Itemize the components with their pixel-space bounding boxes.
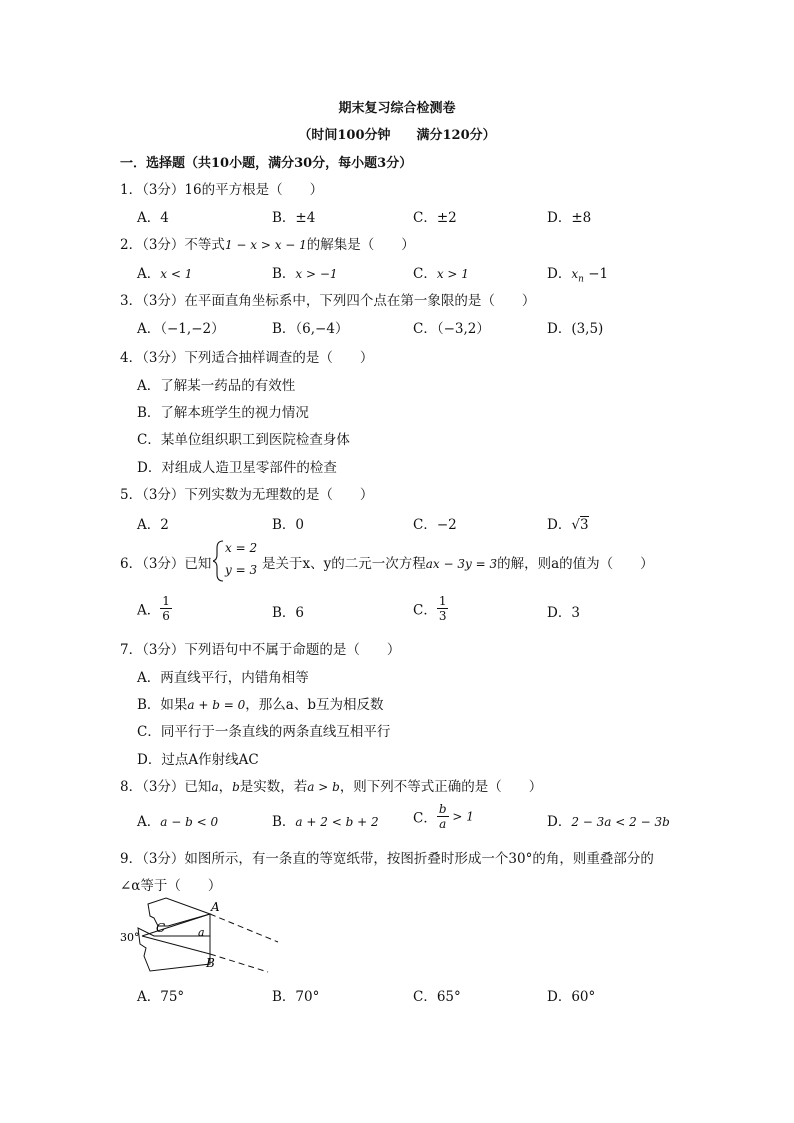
q6-a-numerator: 1	[162, 594, 170, 608]
q2-a-label: A．	[137, 266, 161, 282]
q6-option-d[interactable]: D．3	[547, 605, 580, 621]
q9-option-a[interactable]: A．75°	[137, 989, 185, 1005]
q2-d-subscript: n	[578, 274, 584, 285]
q2-expression: 1 − x > x − 1	[224, 238, 307, 252]
q8-c-numerator: b	[438, 802, 447, 816]
q2-c-label: C．	[413, 266, 437, 282]
q7-option-c[interactable]: C．同平行于一条直线的两条直线互相平行	[137, 724, 391, 740]
q8-option-b[interactable]	[272, 810, 379, 830]
q3-option-c[interactable]: C．（−3,2）	[413, 321, 490, 337]
q5-d-label: D．	[547, 517, 572, 533]
q8-option-a[interactable]	[137, 810, 218, 830]
question-4-stem: 4．（3分）下列适合抽样调查的是（ ）	[120, 350, 374, 366]
q2-d-tail: −1	[583, 266, 609, 282]
label-c: C	[156, 921, 166, 935]
q6-a-denominator: 6	[162, 609, 170, 623]
q2-prefix: 2．（3分）不等式	[120, 237, 225, 253]
q1-option-c[interactable]: C．±2	[413, 210, 457, 226]
q2-b-math: x > −1	[295, 267, 338, 281]
q8-condition: a > b	[307, 780, 340, 794]
q1-option-b[interactable]: B．±4	[272, 210, 316, 226]
q8-c-fraction	[437, 802, 449, 831]
q8-var-a: a	[211, 780, 219, 794]
q6-option-b[interactable]: B．6	[272, 605, 305, 621]
question-6-stem	[120, 552, 211, 572]
q9-option-c[interactable]: C．65°	[413, 989, 461, 1005]
q4-option-d[interactable]: D．对组成人造卫星零部件的检查	[137, 460, 337, 476]
q6-option-a[interactable]	[137, 594, 172, 623]
page-subtitle: （时间100分钟 满分120分）	[298, 128, 496, 143]
question-9-stem-line2: ∠α等于（ ）	[120, 878, 222, 894]
q5-option-a[interactable]: A．2	[137, 517, 169, 533]
q8-d-label: D．	[547, 814, 572, 830]
folded-strip-figure	[118, 896, 288, 974]
q3-option-b[interactable]: B．（6,−4）	[272, 321, 349, 337]
q8-mid: 是实数，若	[239, 779, 308, 795]
q8-c-denominator: a	[439, 817, 447, 831]
q8-suffix: ，则下列不等式正确的是（ ）	[339, 779, 543, 795]
q2-option-d[interactable]	[547, 262, 608, 285]
sqrt-symbol: √	[571, 517, 580, 533]
q2-suffix: 的解集是（ ）	[306, 237, 415, 253]
q6-a-fraction	[160, 594, 172, 623]
q4-option-a[interactable]: A．了解某一药品的有效性	[137, 378, 296, 394]
q6-c-denominator: 3	[438, 609, 447, 623]
label-a: A	[211, 900, 220, 914]
question-7-stem: 7．（3分）下列语句中不属于命题的是（ ）	[120, 642, 401, 658]
q8-option-d[interactable]	[547, 810, 670, 830]
q8-c-tail: > 1	[448, 809, 474, 824]
q8-prefix: 8．（3分）已知	[120, 779, 212, 795]
q1-option-d[interactable]: D．±8	[547, 210, 592, 226]
question-5-stem: 5．（3分）下列实数为无理数的是（ ）	[120, 487, 374, 503]
dashed-extension-bottom	[210, 954, 268, 972]
q9-option-b[interactable]: B．70°	[272, 989, 320, 1005]
q2-d-label: D．	[547, 266, 572, 282]
dashed-extension-top	[210, 914, 278, 942]
q7-option-d[interactable]: D．过点A作射线AC	[137, 752, 259, 768]
q6-equation: ax − 3y = 3	[425, 557, 498, 571]
question-3-stem: 3．（3分）在平面直角坐标系中，下列四个点在第一象限的是（ ）	[120, 293, 536, 309]
q2-a-math: x < 1	[160, 267, 193, 281]
label-alpha: a	[198, 926, 205, 939]
q4-option-c[interactable]: C．某单位组织职工到医院检查身体	[137, 432, 350, 448]
q7-option-b[interactable]	[137, 693, 383, 713]
q2-option-b[interactable]	[272, 262, 338, 282]
q8-d-math: 2 − 3a < 2 − 3b	[571, 815, 670, 829]
q8-var-b: b	[232, 780, 240, 794]
q2-d-math: x	[571, 267, 579, 281]
q5-option-b[interactable]: B．0	[272, 517, 305, 533]
q6-option-c[interactable]	[413, 594, 448, 623]
q5-d-radicand: 3	[579, 517, 589, 533]
q8-a-label: A．	[137, 814, 161, 830]
q2-c-math: x > 1	[436, 267, 469, 281]
q6-a-label: A．	[137, 602, 161, 619]
q6-c-numerator: 1	[438, 594, 447, 608]
q8-b-label: B．	[272, 814, 296, 830]
page-title: 期末复习综合检测卷	[338, 101, 456, 116]
q6-mid: 是关于x、y的二元一次方程	[262, 556, 426, 572]
q5-option-c[interactable]: C．−2	[413, 517, 457, 533]
question-2-stem	[120, 233, 415, 253]
q4-option-b[interactable]: B．了解本班学生的视力情况	[137, 405, 309, 421]
q8-c-label: C．	[413, 810, 437, 827]
q5-option-d[interactable]	[547, 513, 589, 533]
q6-stem-rest	[262, 552, 654, 572]
q6-c-label: C．	[413, 602, 437, 619]
q2-b-label: B．	[272, 266, 296, 282]
q8-a-math: a − b < 0	[160, 815, 219, 829]
label-b: B	[206, 956, 215, 970]
q6-suffix: 的解，则a的值为（ ）	[497, 556, 654, 572]
question-8-stem	[120, 775, 542, 795]
q8-b-math: a + 2 < b + 2	[295, 815, 379, 829]
q7-b-math: a + b = 0	[187, 698, 246, 712]
q1-option-a[interactable]: A．4	[137, 210, 169, 226]
q2-option-c[interactable]	[413, 262, 469, 282]
system-brace	[213, 540, 225, 582]
q6-equation-1: x = 2	[225, 541, 258, 555]
q7-option-a[interactable]: A．两直线平行，内错角相等	[137, 670, 309, 686]
q7-b-prefix: B．如果	[137, 697, 188, 713]
q8-comma: ，	[218, 779, 233, 795]
q6-prefix: 6．（3分）已知	[120, 556, 212, 572]
q9-option-d[interactable]: D．60°	[547, 989, 596, 1005]
q8-option-c[interactable]	[413, 802, 474, 831]
question-1-stem: 1．（3分）16的平方根是（ ）	[120, 182, 324, 198]
label-30-degrees: 30°	[120, 931, 140, 944]
q6-c-fraction	[437, 594, 449, 623]
q3-option-a[interactable]: A．（−1,−2）	[137, 321, 225, 337]
q7-b-suffix: ，那么a、b互为相反数	[245, 697, 384, 713]
q3-option-d[interactable]: D．(3,5)	[547, 321, 604, 337]
question-9-stem-line1: 9．（3分）如图所示，有一条直的等宽纸带，按图折叠时形成一个30°的角，则重叠部分的	[120, 851, 654, 867]
q6-equation-2: y = 3	[225, 563, 258, 577]
section-heading: 一．选择题（共10小题，满分30分，每小题3分）	[120, 156, 413, 171]
q2-option-a[interactable]	[137, 262, 192, 282]
